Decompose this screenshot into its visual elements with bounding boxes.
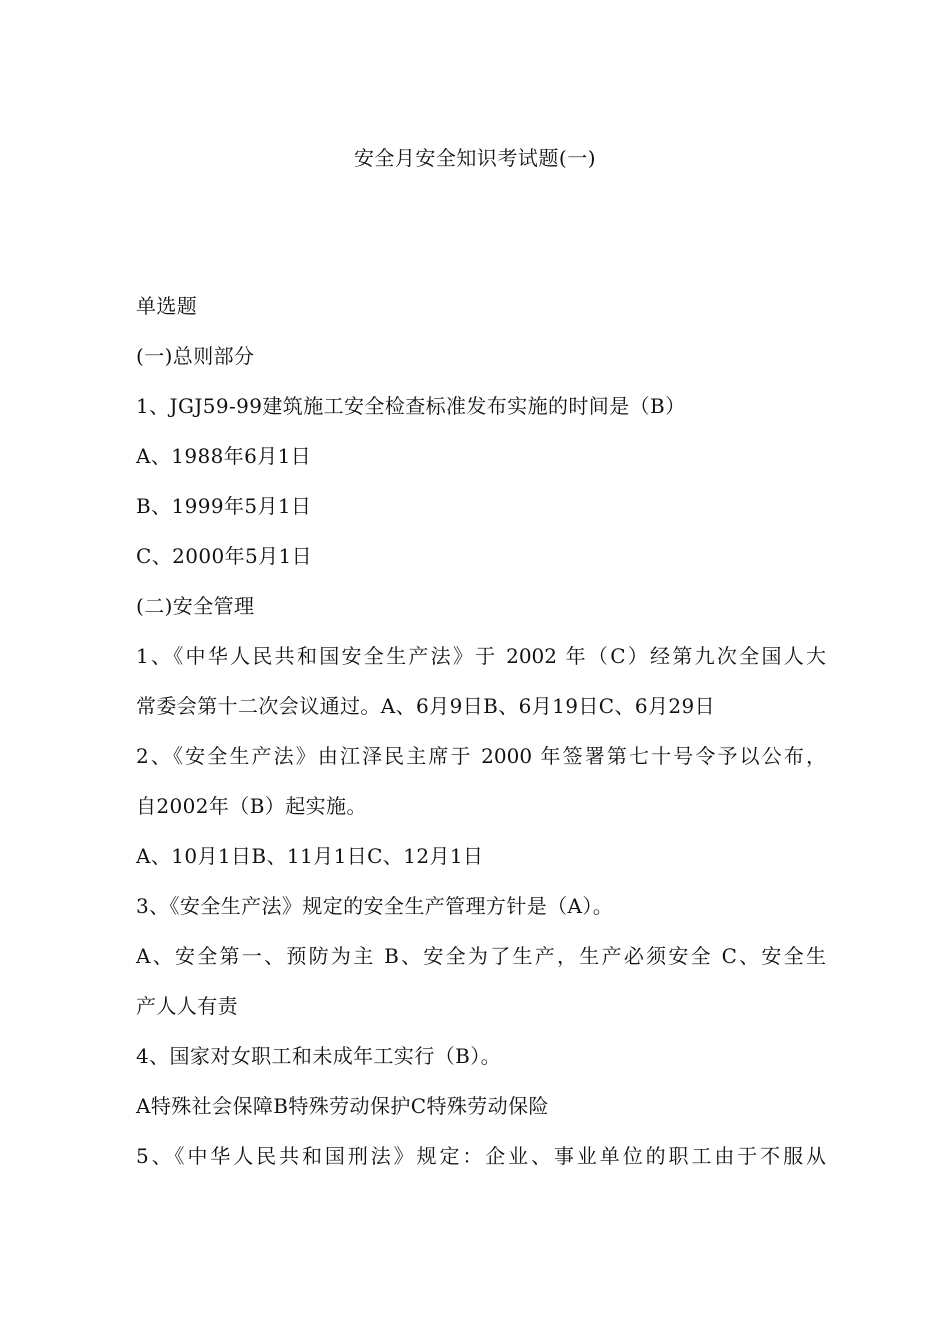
answer-option: A、安全第一、预防为主 B、安全为了生产，生产必须安全 C、安全生 [136, 944, 826, 968]
answer-option: A、10月1日B、11月1日C、12月1日 [136, 844, 484, 868]
answer-option: C、2000年5月1日 [136, 544, 313, 568]
question-text: 2、《安全生产法》由江泽民主席于 2000 年签署第七十号令予以公布， [136, 744, 826, 768]
question-text: 4、国家对女职工和未成年工实行（B）。 [136, 1044, 502, 1068]
answer-option: B、1999年5月1日 [136, 494, 312, 518]
section-heading: 单选题 [136, 294, 198, 318]
question-text: 常委会第十二次会议通过。A、6月9日B、6月19日C、6月29日 [136, 694, 716, 718]
question-text: 1、《中华人民共和国安全生产法》于 2002 年（C）经第九次全国人大 [136, 644, 826, 668]
question-text: 3、《安全生产法》规定的安全生产管理方针是（A）。 [136, 894, 614, 918]
answer-option: A、1988年6月1日 [136, 444, 312, 468]
question-text: 5、《中华人民共和国刑法》规定：企业、事业单位的职工由于不服从 [136, 1144, 826, 1168]
question-text: 自2002年（B）起实施。 [136, 794, 367, 818]
subsection-heading: (二)安全管理 [136, 594, 255, 618]
answer-option: A特殊社会保障B特殊劳动保护C特殊劳动保险 [136, 1094, 549, 1118]
document-title: 安全月安全知识考试题(一) [353, 146, 597, 170]
question-text: 1、JGJ59-99建筑施工安全检查标准发布实施的时间是（B） [136, 394, 686, 418]
answer-option: 产人人有责 [136, 994, 238, 1018]
document-body [136, 288, 826, 1188]
subsection-heading: (一)总则部分 [136, 344, 255, 368]
